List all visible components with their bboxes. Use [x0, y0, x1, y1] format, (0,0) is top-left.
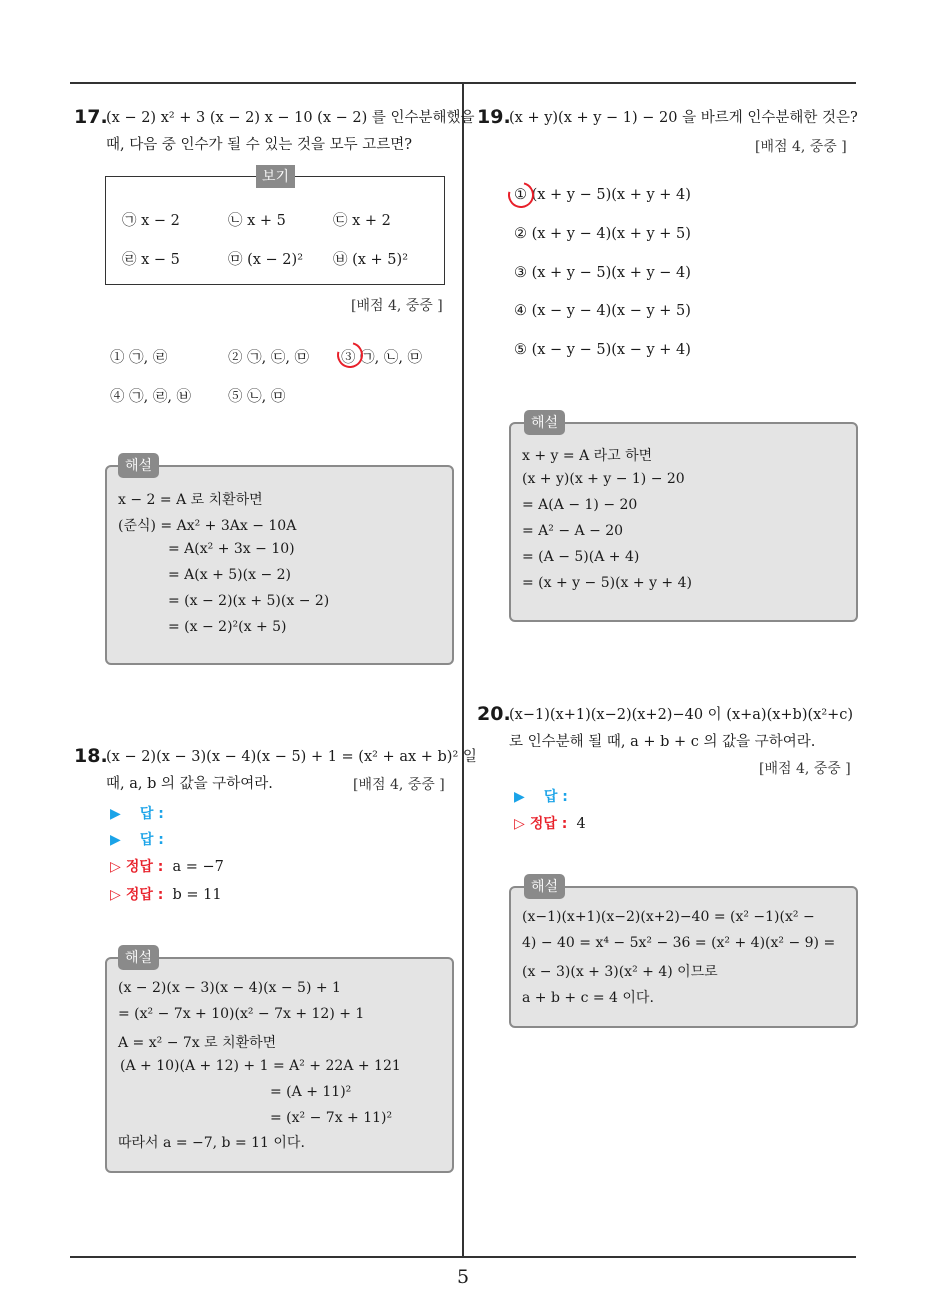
answer-row[interactable]	[110, 829, 164, 849]
question-number: 19.	[477, 106, 511, 128]
question-text: (x + y)(x + y − 1) − 20 을 바르게 인수분해한 것은?	[509, 110, 858, 126]
solution-line: (x + y)(x + y − 1) − 20	[522, 471, 685, 487]
solution-line: 4) − 40 = x⁴ − 5x² − 36 = (x² + 4)(x² − 9) =	[522, 935, 836, 951]
correct-arrow-icon: ▷	[110, 887, 121, 903]
solution-label: 해설	[118, 945, 159, 970]
score-tag: [배점 4, 중중 ]	[351, 298, 443, 314]
choice-5[interactable]: ⑤ ㉡, ㉤	[228, 389, 286, 405]
question-text: (x − 2) x² + 3 (x − 2) x − 10 (x − 2) 를 인수분해했을	[106, 110, 475, 126]
solution-line: = A² − A − 20	[522, 523, 624, 539]
solution-line: = A(A − 1) − 20	[522, 497, 638, 513]
answer-label: 답 :	[139, 806, 164, 822]
answer-row[interactable]	[110, 803, 164, 823]
solution-line: = (x² − 7x + 11)²	[270, 1110, 393, 1126]
solution-line: x + y = A 라고 하면	[522, 448, 653, 464]
correct-answer-row	[110, 884, 222, 904]
solution-line: = (x − 2)²(x + 5)	[168, 619, 287, 635]
question-text: 때, 다음 중 인수가 될 수 있는 것을 모두 고르면?	[106, 137, 412, 153]
correct-value: 4	[576, 816, 586, 832]
bogi-item: ㉥ (x + 5)²	[333, 252, 409, 268]
correct-label: 정답 :	[125, 859, 164, 875]
answer-circle-mark	[332, 337, 368, 373]
bogi-item: ㉤ (x − 2)²	[228, 252, 304, 268]
correct-arrow-icon: ▷	[514, 816, 525, 832]
bogi-item: ㉣ x − 5	[122, 252, 180, 268]
choice-2[interactable]: ② (x + y − 4)(x + y + 5)	[514, 226, 691, 242]
question-text: 때, a, b 의 값을 구하여라.	[106, 776, 273, 792]
solution-line: = A(x + 5)(x − 2)	[168, 567, 292, 583]
correct-answer-row	[514, 813, 586, 833]
question-number: 20.	[477, 703, 511, 725]
score-tag: [배점 4, 중중 ]	[353, 777, 445, 793]
correct-label: 정답 :	[529, 816, 568, 832]
solution-line: A = x² − 7x 로 치환하면	[118, 1035, 277, 1051]
answer-arrow-icon: ▶	[110, 806, 121, 822]
question-text: (x − 2)(x − 3)(x − 4)(x − 5) + 1 = (x² + ax + b)² 일	[106, 749, 477, 765]
bottom-rule	[70, 1256, 856, 1258]
score-tag: [배점 4, 중중 ]	[759, 761, 851, 777]
choice-4[interactable]: ④ (x − y − 4)(x − y + 5)	[514, 303, 691, 319]
solution-label: 해설	[524, 874, 565, 899]
solution-line: 따라서 a = −7, b = 11 이다.	[118, 1135, 305, 1151]
choice-1[interactable]: ① (x + y − 5)(x + y + 4)	[514, 187, 691, 203]
correct-value: a = −7	[172, 859, 224, 875]
correct-value: b = 11	[172, 887, 222, 903]
solution-label: 해설	[524, 410, 565, 435]
choice-2[interactable]: ② ㉠, ㉢, ㉤	[228, 350, 310, 366]
question-number: 17.	[74, 106, 108, 128]
solution-line: a + b + c = 4 이다.	[522, 990, 654, 1006]
bogi-label: 보기	[256, 165, 295, 188]
solution-line: (A + 10)(A + 12) + 1 = A² + 22A + 121	[120, 1058, 401, 1074]
score-tag: [배점 4, 중중 ]	[755, 139, 847, 155]
bogi-item: ㉢ x + 2	[333, 213, 391, 229]
answer-label: 답 :	[139, 832, 164, 848]
solution-line: (x − 3)(x + 3)(x² + 4) 이므로	[522, 964, 718, 980]
correct-label: 정답 :	[125, 887, 164, 903]
solution-line: x − 2 = A 로 치환하면	[118, 492, 263, 508]
answer-label: 답 :	[543, 789, 568, 805]
solution-line: = (A − 5)(A + 4)	[522, 549, 640, 565]
question-text: (x−1)(x+1)(x−2)(x+2)−40 이 (x+a)(x+b)(x²+c)	[509, 707, 854, 723]
choice-5[interactable]: ⑤ (x − y − 5)(x − y + 4)	[514, 342, 691, 358]
choice-1[interactable]: ① ㉠, ㉣	[110, 350, 168, 366]
correct-arrow-icon: ▷	[110, 859, 121, 875]
solution-line: = (x + y − 5)(x + y + 4)	[522, 575, 692, 591]
solution-line: (x−1)(x+1)(x−2)(x+2)−40 = (x² −1)(x² −	[522, 909, 815, 925]
answer-arrow-icon: ▶	[110, 832, 121, 848]
choice-3[interactable]: ③ ㉠, ㉡, ㉤	[341, 350, 423, 366]
question-number: 18.	[74, 745, 108, 767]
solution-line: = (x − 2)(x + 5)(x − 2)	[168, 593, 330, 609]
choice-3[interactable]: ③ (x + y − 5)(x + y − 4)	[514, 265, 691, 281]
solution-line: (준식) = Ax² + 3Ax − 10A	[118, 518, 297, 534]
question-text: 로 인수분해 될 때, a + b + c 의 값을 구하여라.	[509, 734, 816, 750]
solution-line: = A(x² + 3x − 10)	[168, 541, 295, 557]
answer-row[interactable]	[514, 786, 568, 806]
bogi-item: ㉡ x + 5	[228, 213, 286, 229]
answer-circle-mark	[503, 177, 539, 213]
solution-label: 해설	[118, 453, 159, 478]
solution-line: = (x² − 7x + 10)(x² − 7x + 12) + 1	[118, 1006, 365, 1022]
column-divider	[462, 83, 464, 1257]
choice-4[interactable]: ④ ㉠, ㉣, ㉥	[110, 389, 192, 405]
solution-line: = (A + 11)²	[270, 1084, 352, 1100]
bogi-item: ㉠ x − 2	[122, 213, 180, 229]
correct-answer-row	[110, 856, 224, 876]
answer-arrow-icon: ▶	[514, 789, 525, 805]
page-number: 5	[456, 1266, 470, 1288]
solution-line: (x − 2)(x − 3)(x − 4)(x − 5) + 1	[118, 980, 341, 996]
